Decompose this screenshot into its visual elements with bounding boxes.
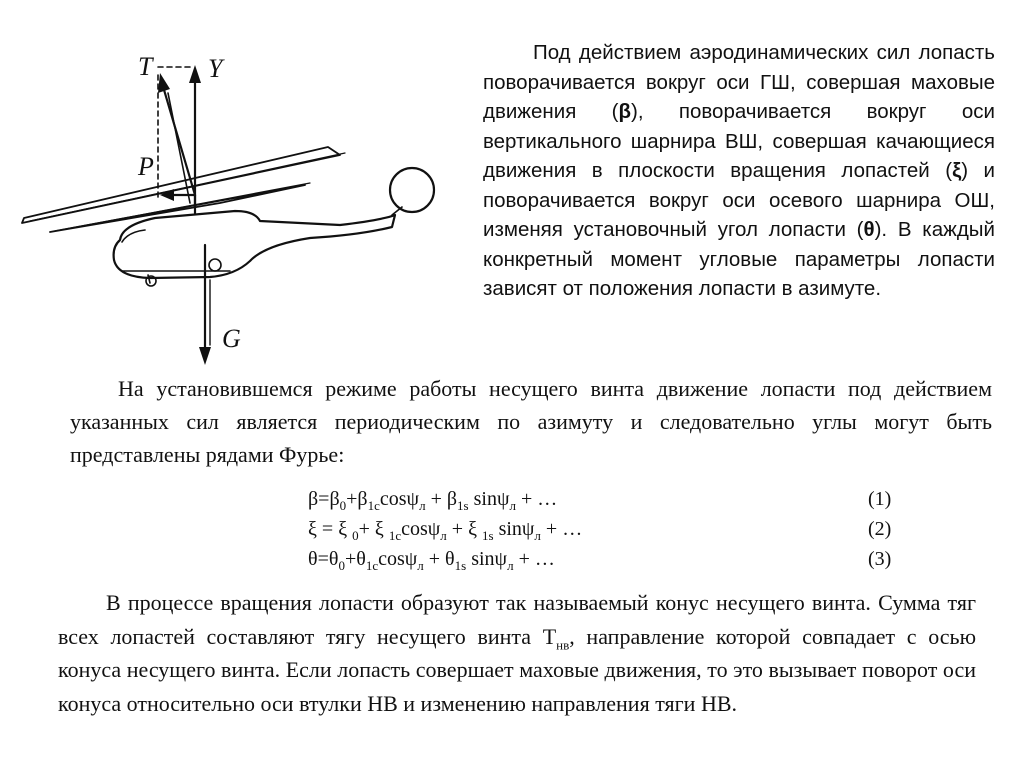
bottom-paragraph-part-2: , направление которой совпадает с осью конуса несущего винта. Если лопасть совершает маховые движения, то это вызывает поворот оси конуса относительно оси втулки НВ и изменению направления тяги НВ. [58,623,976,716]
formula-number: (2) [868,518,892,540]
right-paragraph-part-1: Под действием аэродинамических сил лопасть поворачивается вокруг оси ГШ, совершая маховые движения ( [483,41,995,123]
formula-number: (1) [868,488,892,510]
tail-rotor [390,168,434,212]
force-t-line-2 [168,93,190,203]
fuselage [114,211,395,278]
cockpit-window [122,230,145,242]
force-t-arrowhead [158,73,170,93]
force-y-arrowhead [189,65,201,83]
helicopter-diagram-svg [10,35,460,375]
formula-beta: $\beta=\beta_0+\beta_{1c}\cos\psi_л + \beta_{1s}$ sinψ$_л$ + … [308,488,558,513]
theta-symbol: θ [863,218,875,241]
formula-xi: ξ = ξ $_0$+ ξ $_{1c}$cosψ$_л$ + ξ $_{1s}$ sinψ$_л$ + … [308,518,583,543]
fourier-formulas [308,484,908,574]
middle-paragraph: На установившемся режиме работы несущего винта движение лопасти под действием указанных сил является периодическим по азимуту и следовательно углы могут быть представлены рядами Фурье: [70,376,992,467]
formula-row [308,484,908,514]
bottom-paragraph-part-1: В процессе вращения лопасти образуют так называемый конус несущего винта. Сумма тяг всех лопастей составляют тягу несущего винта Т [58,590,976,649]
side-window [209,259,221,271]
right-paragraph-part-2: ), поворачивается вокруг оси вертикального шарнира ВШ, совершая качающиеся движения в плоскости вращения лопастей ( [483,100,995,182]
formula-row [308,514,908,544]
force-t-arrow [162,83,195,195]
xi-symbol: ξ [952,159,962,182]
label-t: T [138,52,153,81]
label-g: G [222,324,241,353]
right-paragraph [483,38,995,304]
right-paragraph-part-4: ). В каждый конкретный момент угловые параметры лопасти зависят от положения лопасти в азимуте. [483,218,995,300]
formula-row [308,544,908,574]
right-paragraph-part-3: ) и поворачивается вокруг оси осевого шарнира ОШ, изменяя установочный угол лопасти ( [483,159,995,241]
force-g-arrowhead [199,347,211,365]
label-p: P [138,152,154,181]
bottom-paragraph [58,586,976,720]
force-p-arrowhead [160,189,174,201]
thrust-subscript: нв [556,636,570,652]
tail-boom-end [392,207,402,215]
formula-theta: $\theta=\theta_0+\theta_{1c}\cos\psi_л + \theta_{1s}$ sinψ$_л$ + … [308,548,555,573]
helicopter-force-diagram [10,35,460,375]
formula-number: (3) [868,548,892,570]
label-y: Y [208,54,223,83]
beta-symbol: β [618,100,631,123]
